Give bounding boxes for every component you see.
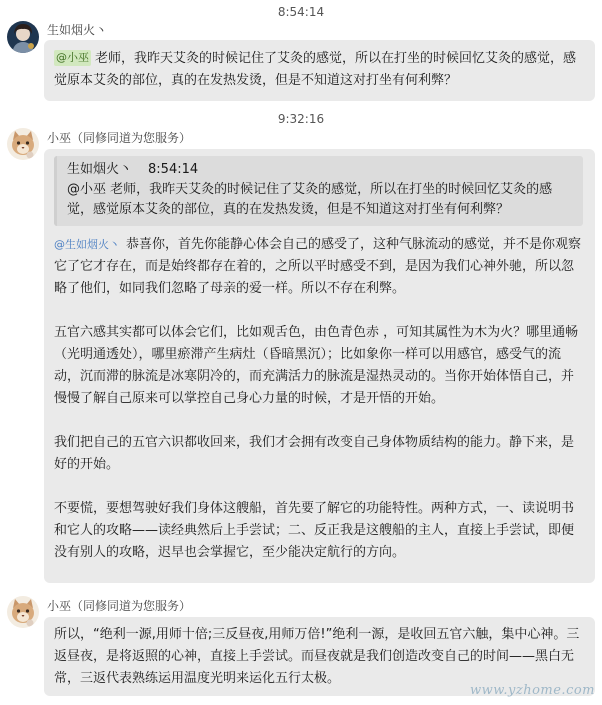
timestamp: 9:32:16 — [277, 112, 325, 126]
message-bubble[interactable] — [44, 149, 595, 583]
avatar-user-icon — [7, 21, 39, 53]
message-paragraph — [54, 234, 583, 300]
sender-name: 小巫（同修同道为您服务） — [47, 131, 192, 145]
avatar-teacher[interactable] — [7, 596, 39, 628]
message-text: 所以，“绝利一源,用师十倍;三反昼夜,用师万倍!”绝利一源，是收回五官六触，集中心神。三返昼夜，是将返照的心神，直接上手尝试。而昼夜就是我们创造改变自己的时间——黑白无常，三返代表熟练运用温度光明来运化五行太极。 — [54, 627, 580, 686]
cat-avatar-icon — [7, 596, 39, 628]
message-paragraph: 我们把自己的五官六识都收回来，我们才会拥有改变自己身体物质结构的能力。静下来，是好的开始。 — [54, 435, 575, 472]
message-text: 恭喜你，首先你能静心体会自己的感受了，这种气脉流动的感觉，并不是你观察它了它才存在，而是始终都存在着的，之所以平时感受不到，是因为我们心神外驰，所以忽略了他们，如同我们忽略了母亲的爱一样。所以不存在利弊。 — [54, 237, 582, 296]
avatar-user[interactable] — [7, 21, 39, 53]
avatar-teacher[interactable] — [7, 128, 39, 160]
watermark: www.yzhome.com — [470, 683, 595, 698]
mention-tag[interactable]: @小巫 — [56, 51, 89, 64]
sender-name: 小巫（同修同道为您服务） — [47, 599, 192, 613]
cat-avatar-icon — [7, 128, 39, 160]
quoted-message[interactable] — [54, 156, 583, 226]
quote-time: 8:54:14 — [148, 162, 199, 177]
quote-author: 生如烟火丶 — [67, 162, 133, 177]
sender-name: 生如烟火丶 — [47, 23, 108, 37]
message-bubble[interactable] — [44, 40, 595, 101]
quote-text: @小巫 老师，我昨天艾灸的时候记住了艾灸的感觉，所以在打坐的时候回忆艾灸的感觉，感觉原本艾灸的部位，真的在发热发烫，但是不知道这对打坐有何利弊？ — [67, 182, 553, 217]
message-paragraph: 不要慌，要想驾驶好我们身体这艘船，首先要了解它的功能特性。两种方式，一、读说明书和它人的攻略——读经典然后上手尝试；二、反正我是这艘船的主人，直接上手尝试，即便没有别人的攻略，迟早也会掌握它，至少能决定航行的方向。 — [54, 501, 575, 560]
timestamp: 8:54:14 — [277, 5, 325, 19]
quote-header — [67, 160, 575, 180]
message-paragraph: 五官六感其实都可以体会它们，比如观舌色，由色青色赤 ，可知其属性为木为火？哪里通畅（光明通透处），哪里瘀滞产生病灶（昏暗黑沉）；比如象你一样可以用感官，感受气的流动，沉而滞的脉流是冰寒阴冷的，而充满活力的脉流是湿热灵动的。当你开始体悟自己，并慢慢了解自己原来可以掌控自己身心力量的时候，才是开悟的开始。 — [54, 325, 579, 406]
message-text: 老师，我昨天艾灸的时候记住了艾灸的感觉，所以在打坐的时候回忆艾灸的感觉，感觉原本艾灸的部位，真的在发热发烫，但是不知道这对打坐有何利弊？ — [54, 51, 577, 88]
mention-tag[interactable]: @生如烟火丶 — [54, 238, 120, 251]
